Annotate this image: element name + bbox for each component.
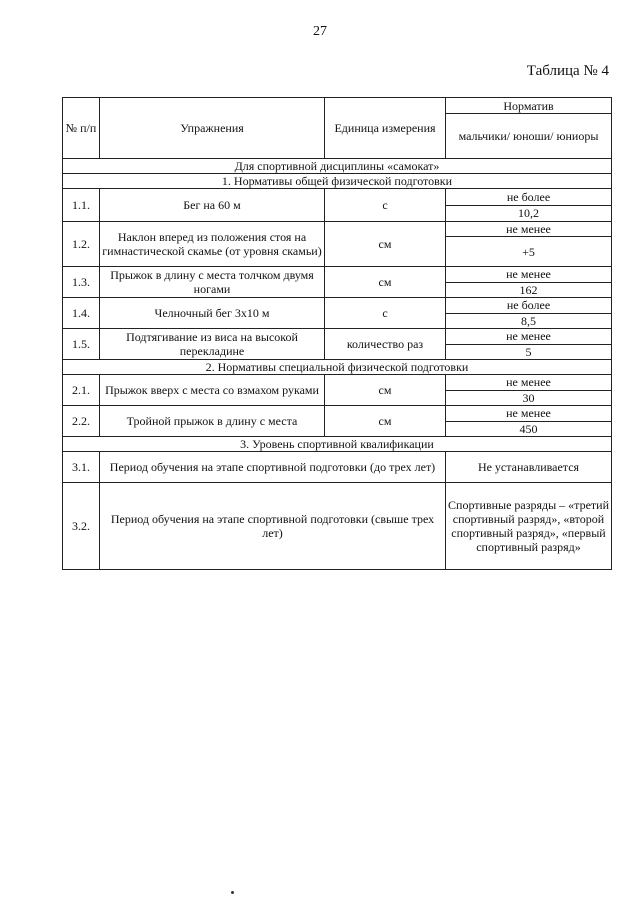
row-value: 8,5: [446, 313, 612, 329]
row-num: 1.5.: [63, 329, 100, 360]
table-row: [63, 267, 612, 283]
row-value: 5: [446, 344, 612, 360]
row-condition: не более: [446, 298, 612, 314]
row-unit: см: [325, 406, 446, 437]
row-condition: не менее: [446, 267, 612, 283]
section-row: [63, 437, 612, 452]
row-exercise: Наклон вперед из положения стоя на гимнастической скамье (от уровня скамьи): [100, 222, 325, 267]
row-exercise: Прыжок вверх с места со взмахом руками: [100, 375, 325, 406]
table-row: [63, 483, 612, 570]
row-num: 3.1.: [63, 452, 100, 483]
header-row: [63, 98, 612, 114]
row-exercise: Челночный бег 3х10 м: [100, 298, 325, 329]
header-num: № п/п: [63, 98, 100, 159]
row-unit: количество раз: [325, 329, 446, 360]
header-group: мальчики/ юноши/ юниоры: [446, 114, 612, 159]
row-unit: см: [325, 375, 446, 406]
section-row: [63, 174, 612, 189]
section-title: 1. Нормативы общей физической подготовки: [63, 174, 612, 189]
row-num: 1.1.: [63, 189, 100, 222]
row-value: 162: [446, 282, 612, 298]
norms-table: [62, 97, 612, 570]
row-exercise: Подтягивание из виса на высокой перекладине: [100, 329, 325, 360]
row-unit: с: [325, 298, 446, 329]
row-num: 2.2.: [63, 406, 100, 437]
row-num: 3.2.: [63, 483, 100, 570]
table-row: [63, 452, 612, 483]
table-row: [63, 406, 612, 422]
row-unit: см: [325, 222, 446, 267]
table-caption: Таблица № 4: [526, 63, 609, 79]
header-unit: Единица измерения: [325, 98, 446, 159]
header-exercise: Упражнения: [100, 98, 325, 159]
row-exercise: Прыжок в длину с места толчком двумя ногами: [100, 267, 325, 298]
header-norm: Норматив: [446, 98, 612, 114]
row-num: 1.4.: [63, 298, 100, 329]
row-unit: с: [325, 189, 446, 222]
table-row: [63, 329, 612, 345]
table-row: [63, 222, 612, 237]
row-condition: не менее: [446, 329, 612, 345]
row-exercise: Тройной прыжок в длину с места: [100, 406, 325, 437]
row-value: 450: [446, 421, 612, 437]
row-exercise: Период обучения на этапе спортивной подготовки (свыше трех лет): [100, 483, 446, 570]
discipline-row: [63, 159, 612, 174]
table-row: [63, 375, 612, 391]
row-condition: не менее: [446, 375, 612, 391]
row-condition: не более: [446, 189, 612, 206]
row-num: 1.3.: [63, 267, 100, 298]
row-value: +5: [446, 237, 612, 267]
row-condition: не менее: [446, 222, 612, 237]
row-exercise: Период обучения на этапе спортивной подготовки (до трех лет): [100, 452, 446, 483]
row-value: Спортивные разряды – «третий спортивный разряд», «второй спортивный разряд», «первый спортивный разряд»: [446, 483, 612, 570]
section-row: [63, 360, 612, 375]
table-row: [63, 298, 612, 314]
row-value: 10,2: [446, 205, 612, 222]
section-title: 2. Нормативы специальной физической подготовки: [63, 360, 612, 375]
row-num: 2.1.: [63, 375, 100, 406]
row-condition: не менее: [446, 406, 612, 422]
page-number: 27: [313, 24, 327, 39]
section-title: 3. Уровень спортивной квалификации: [63, 437, 612, 452]
row-value: Не устанавливается: [446, 452, 612, 483]
row-value: 30: [446, 390, 612, 406]
scan-dot: [231, 891, 234, 894]
row-exercise: Бег на 60 м: [100, 189, 325, 222]
row-num: 1.2.: [63, 222, 100, 267]
table-row: [63, 189, 612, 206]
row-unit: см: [325, 267, 446, 298]
discipline-title: Для спортивной дисциплины «самокат»: [63, 159, 612, 174]
